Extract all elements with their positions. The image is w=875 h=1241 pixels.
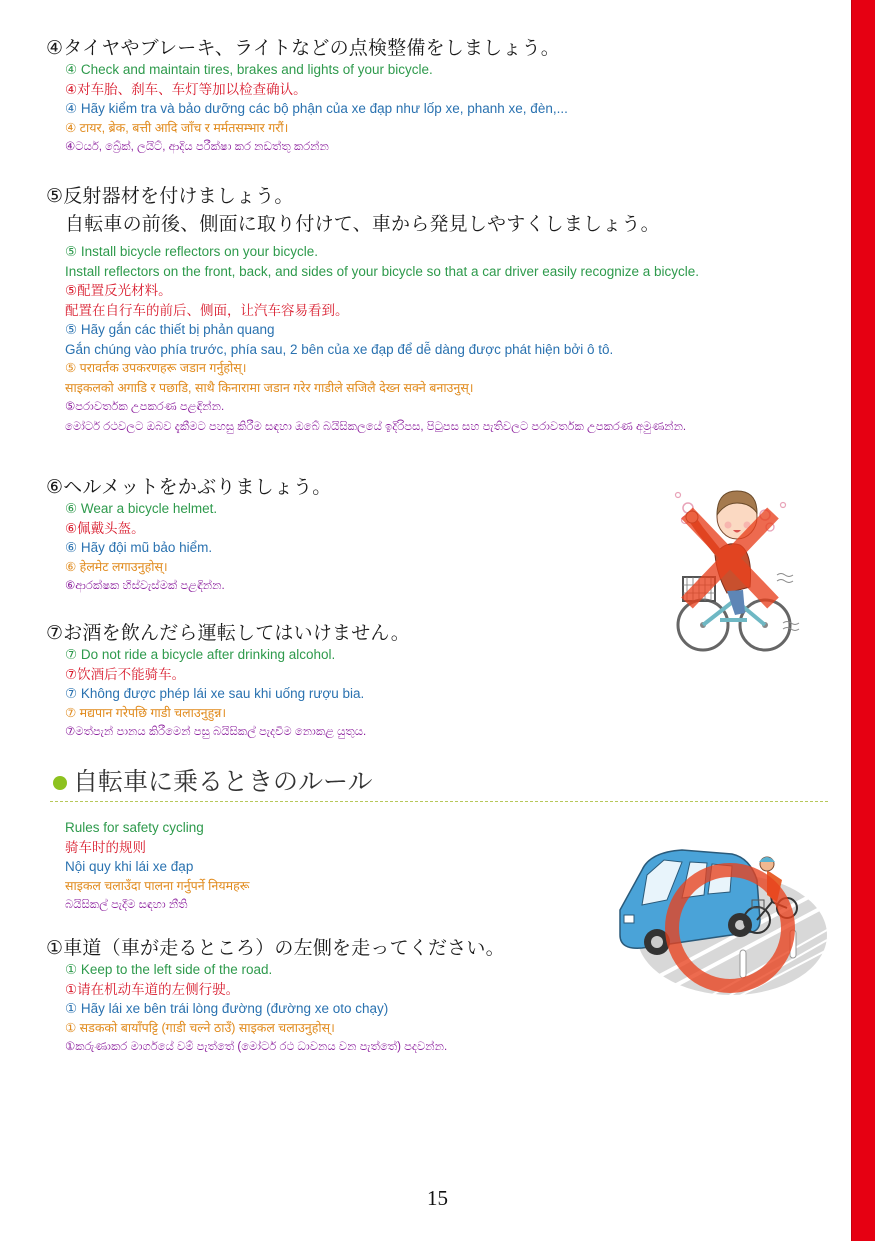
rule-4-english: ④ Check and maintain tires, brakes and lights of your bicycle.	[65, 62, 433, 77]
rule-5-sinhala-detail: මෝටර් රථවලට ඔබව දැකීමට පහසු කිරීම සඳහා ඔබේ බයිසිකලයේ ඉදිරිපස, පිටුපස සහ පැතිවලට පරාවර්තක උපකරණ අමුණන්න.	[65, 420, 687, 433]
section-title: 自転車に乗るときのルール	[73, 767, 373, 796]
rule-5-english-detail: Install reflectors on the front, back, and sides of your bicycle so that a car driver easily recognize a bicycle.	[65, 263, 700, 279]
section-heading	[50, 760, 828, 802]
rule-4-sinhala: ④ටයර්, බ්‍රේක්, ලයිට්, ආදිය පරීක්ෂා කර නඩත්තු කරන්න	[65, 141, 329, 153]
rule-7-vietnamese: ⑦ Không được phép lái xe sau khi uống rượu bia.	[65, 686, 365, 701]
keep-left-illustration	[612, 840, 830, 1000]
rule-5-vietnamese-title: ⑤ Hãy gắn các thiết bị phản quang	[65, 322, 275, 337]
section-translations	[46, 818, 249, 916]
rule-7-english: ⑦ Do not ride a bicycle after drinking alcohol.	[65, 647, 336, 662]
rule-4-japanese: ④タイヤやブレーキ、ライトなどの点検整備をしましょう。	[46, 37, 560, 59]
section-english: Rules for safety cycling	[65, 820, 204, 835]
rule-6-nepali: ⑥ हेलमेट लगाउनुहोस्।	[65, 559, 168, 574]
rule-6-block	[46, 476, 331, 597]
rule-7-nepali: ⑦ मद्यपान गरेपछि गाडी चलाउनुहुन्न।	[65, 705, 227, 720]
section-vietnamese: Nội quy khi lái xe đạp	[65, 859, 194, 874]
rule-7-block	[46, 622, 410, 743]
rule-1-chinese: ①请在机动车道的左侧行驶。	[65, 981, 240, 997]
section-chinese: 骑车时的规则	[65, 839, 146, 855]
rule-5-chinese-detail: 配置在自行车的前后、侧面，让汽车容易看到。	[65, 302, 349, 318]
rule-5-chinese-title: ⑤配置反光材料。	[65, 283, 172, 298]
rule-4-chinese: ④对车胎、刹车、车灯等加以检查确认。	[65, 81, 307, 97]
rule-5-japanese-detail: 自転車の前後、側面に取り付けて、車から発見しやすくしましょう。	[65, 213, 660, 235]
section-sinhala: බයිසිකල් පැදීම සඳහා නීති	[65, 899, 188, 911]
rule-7-japanese: ⑦お酒を飲んだら運転してはいけません。	[46, 622, 410, 644]
rule-1-sinhala: ①කරුණාකර මාර්ගයේ වම් පැත්තේ (මෝටර් රථ ධාවනය වන පැත්තේ) පදවන්න.	[65, 1041, 448, 1053]
rule-6-sinhala: ⑥ආරක්ෂක හිස්වැස්මක් පළඳින්න.	[65, 580, 225, 592]
rule-4-vietnamese: ④ Hãy kiểm tra và bảo dưỡng các bộ phận của xe đạp như lốp xe, phanh xe, đèn,...	[65, 101, 568, 116]
no-drunk-cycling-illustration	[665, 475, 810, 660]
rule-5-nepali-detail: साइकलको अगाडि र पछाडि, साथै किनारामा जडान गरेर गाडीले सजिलै देख्न सक्ने बनाउनुस्।	[65, 380, 474, 395]
rule-7-sinhala: ⑦මත්පැන් පානය කිරීමෙන් පසු බයිසිකල් පැදවීම නොකළ යුතුය.	[65, 726, 367, 738]
rule-6-vietnamese: ⑥ Hãy đội mũ bảo hiểm.	[65, 540, 213, 555]
page-number: 15	[427, 1186, 448, 1210]
rule-6-english: ⑥ Wear a bicycle helmet.	[65, 501, 218, 516]
rule-1-english: ① Keep to the left side of the road.	[65, 962, 273, 977]
rule-5-nepali-title: ⑤ परावर्तक उपकरणहरू जडान गर्नुहोस्।	[65, 361, 247, 375]
rule-1-japanese: ①車道（車が走るところ）の左側を走ってください。	[46, 937, 505, 959]
rule-7-chinese: ⑦饮酒后不能骑车。	[65, 666, 186, 682]
rule-5-english-title: ⑤ Install bicycle reflectors on your bicycle.	[65, 244, 318, 259]
rule-1-nepali: ① सडकको बायाँपट्टि (गाडी चल्ने ठाउँ) साइकल चलाउनुहोस्।	[65, 1020, 335, 1035]
green-bullet-icon	[53, 776, 67, 790]
page-edge-red-bar	[851, 0, 875, 1241]
dashed-divider	[50, 801, 828, 802]
rule-5-sinhala-title: ⑤පරාවර්තක උපකරණ පළඳින්න.	[65, 401, 225, 413]
section-nepali: साइकल चलाउँदा पालना गर्नुपर्ने नियमहरू	[65, 878, 250, 893]
rule-4-block	[46, 37, 568, 158]
rule-5-block	[46, 185, 699, 437]
rule-1-vietnamese: ① Hãy lái xe bên trái lòng đường (đường xe oto chạy)	[65, 1001, 389, 1016]
rule-5-japanese-title: ⑤反射器材を付けましょう。	[46, 185, 294, 207]
rule-6-chinese: ⑥佩戴头盔。	[65, 520, 145, 536]
rule-4-nepali: ④ टायर, ब्रेक, बत्ती आदि जाँच र मर्मतसम्भार गरौं।	[65, 120, 289, 135]
rule-6-japanese: ⑥ヘルメットをかぶりましょう。	[46, 476, 332, 498]
rule-1-block	[46, 937, 505, 1058]
rule-5-vietnamese-detail: Gắn chúng vào phía trước, phía sau, 2 bên của xe đạp để dễ dàng được phát hiện bởi ô tô.	[65, 341, 614, 357]
